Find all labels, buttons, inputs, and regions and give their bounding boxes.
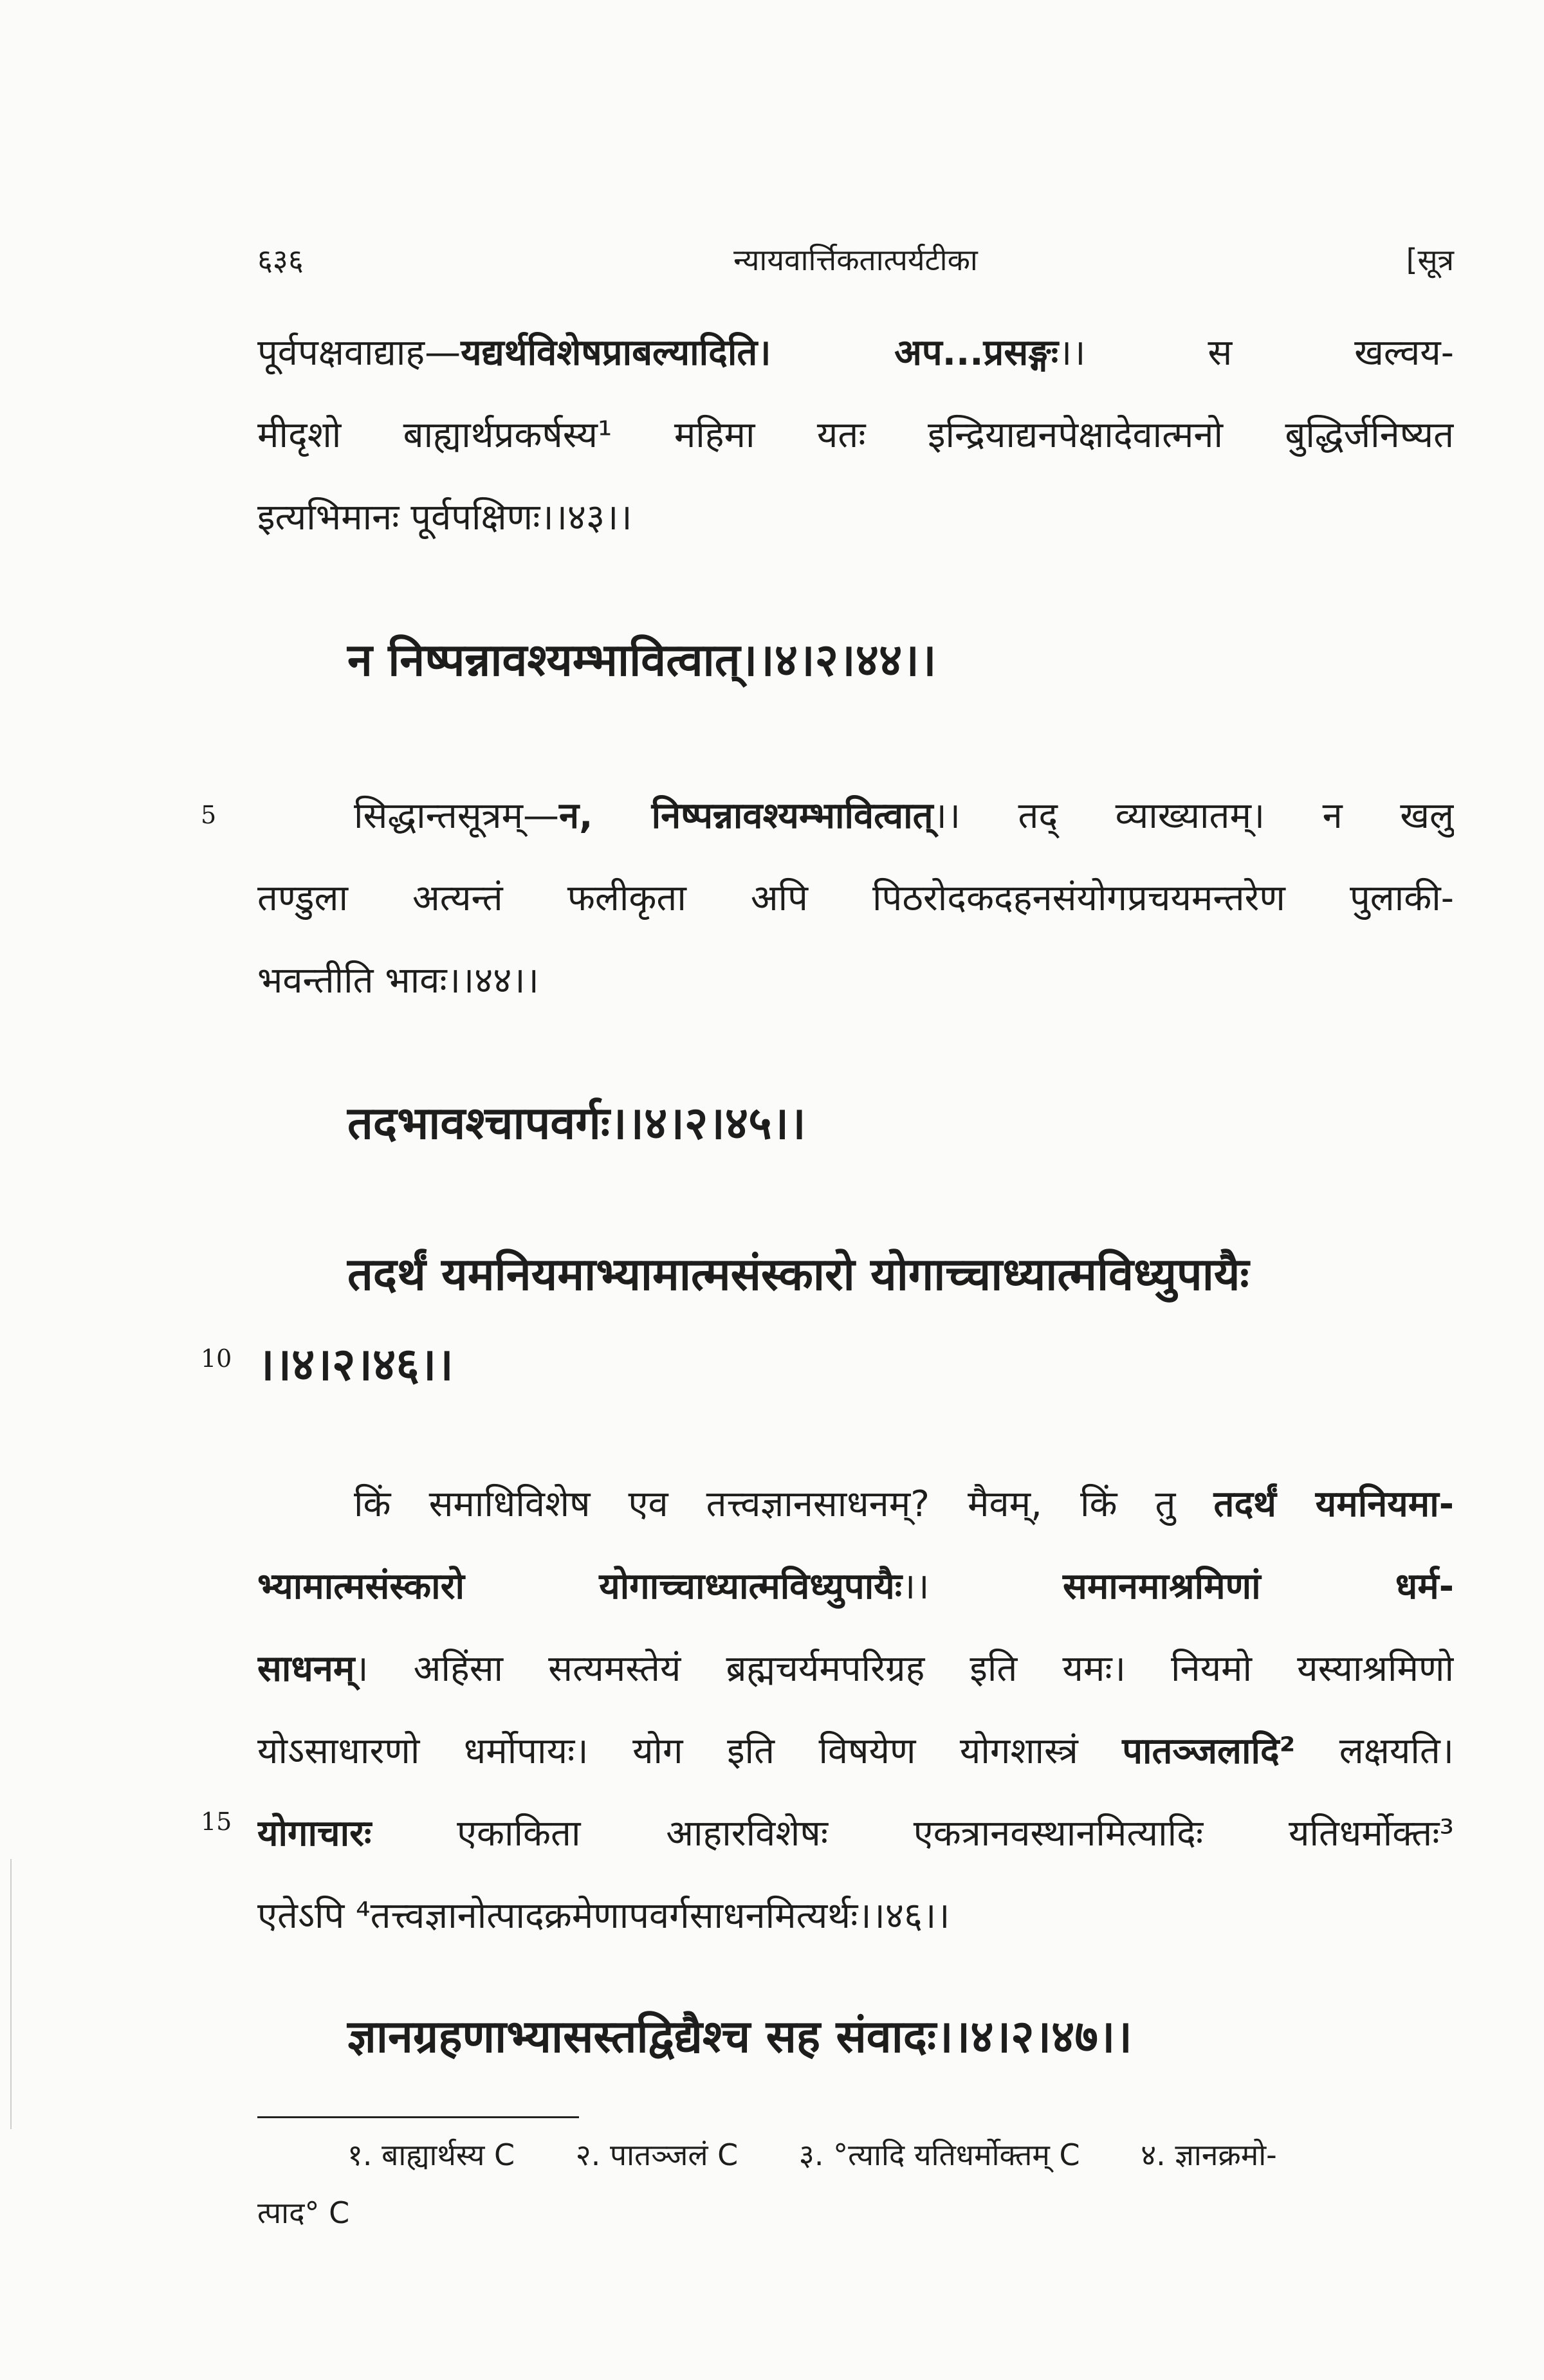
footnote-2: २. पातञ्जलं C: [575, 2137, 739, 2172]
text-line: भ्यामात्मसंस्कारो योगाच्चाध्यात्मविध्युपायैः।। समानमाश्रमिणां धर्म-: [257, 1566, 1454, 1607]
footnote-rule: [257, 2116, 579, 2118]
sutra-46-line1: तदर्थं यमनियमाभ्यामात्मसंस्कारो योगाच्चाध्यात्मविध्युपायैः: [347, 1248, 1249, 1301]
text-line: किं समाधिविशेष एव तत्त्वज्ञानसाधनम्? मैवम्, किं तु तदर्थं यमनियमा-: [354, 1483, 1454, 1525]
text-line: योगाचारः एकाकिता आहारविशेषः एकत्रानवस्थानमित्यादिः यतिधर्मोक्तः³: [257, 1813, 1454, 1854]
running-title: न्यायवार्त्तिकतात्पर्यटीका: [733, 243, 978, 277]
text-line: भवन्तीति भावः।।४४।।: [257, 960, 539, 1002]
line-number-5: 5: [201, 801, 217, 829]
footnotes: [257, 2126, 1454, 2242]
line-number-10: 10: [201, 1344, 232, 1373]
text-line: मीदृशो बाह्यार्थप्रकर्षस्य¹ महिमा यतः इन्द्रियाद्यनपेक्षादेवात्मनो बुद्धिर्जनिष्यत: [257, 414, 1454, 456]
text-line: सिद्धान्तसूत्रम्—न, निष्पन्नावश्यम्भावित्वात्।। तद् व्याख्यातम्। न खलु: [354, 795, 1454, 837]
footnote-4-continuation: त्पाद° C: [257, 2195, 350, 2230]
commentary-paragraph-44: [257, 775, 1454, 1022]
text-line: तण्डुला अत्यन्तं फलीकृता अपि पिठरोदकदहनसंयोगप्रचयमन्तरेण पुलाकी-: [257, 877, 1454, 919]
footnote-4: ४. ज्ञानक्रमो-: [1141, 2137, 1277, 2172]
text-line: इत्यभिमानः पूर्वपक्षिणः।।४३।।: [257, 497, 632, 538]
sutra-46-line2: ।।४।२।४६।।: [257, 1338, 454, 1391]
footnote-row: [257, 2126, 1454, 2184]
footnote-1: १. बाह्यार्थस्य C: [347, 2137, 515, 2172]
page-number: ६३६: [257, 243, 304, 277]
commentary-paragraph-46: [257, 1463, 1454, 1957]
text-line: योऽसाधारणो धर्मोपायः। योग इति विषयेण योगशास्त्रं पातञ्जलादि² लक्षयति।: [257, 1730, 1454, 1772]
sutra-45: तदभावश्चापवर्गः।।४।२।४५।।: [347, 1097, 806, 1149]
text-line: पूर्वपक्षवाद्याह—यद्यर्थविशेषप्राबल्यादिति। अप...प्रसङ्गः।। स खल्वय-: [257, 332, 1454, 374]
sutra-47: ज्ञानग्रहणाभ्यासस्तद्विद्यैश्च सह संवादः।।४।२।४७।।: [347, 2010, 1132, 2063]
scan-margin-mark: [10, 1859, 12, 2129]
section-marker: [सूत्र: [1406, 243, 1454, 277]
sutra-44: न निष्पन्नावश्यम्भावित्वात्।।४।२।४४।।: [347, 634, 937, 686]
running-head: [257, 239, 1454, 297]
line-number-15: 15: [201, 1808, 232, 1836]
commentary-paragraph-43: [257, 312, 1454, 559]
text-line: साधनम्। अहिंसा सत्यमस्तेयं ब्रह्मचर्यमपरिग्रह इति यमः। नियमो यस्याश्रमिणो: [257, 1648, 1454, 1690]
text-line: एतेऽपि ⁴तत्त्वज्ञानोत्पादक्रमेणापवर्गसाधनमित्यर्थः।।४६।।: [257, 1895, 950, 1937]
footnote-3: ३. °त्यादि यतिधर्मोक्तम् C: [798, 2137, 1080, 2172]
